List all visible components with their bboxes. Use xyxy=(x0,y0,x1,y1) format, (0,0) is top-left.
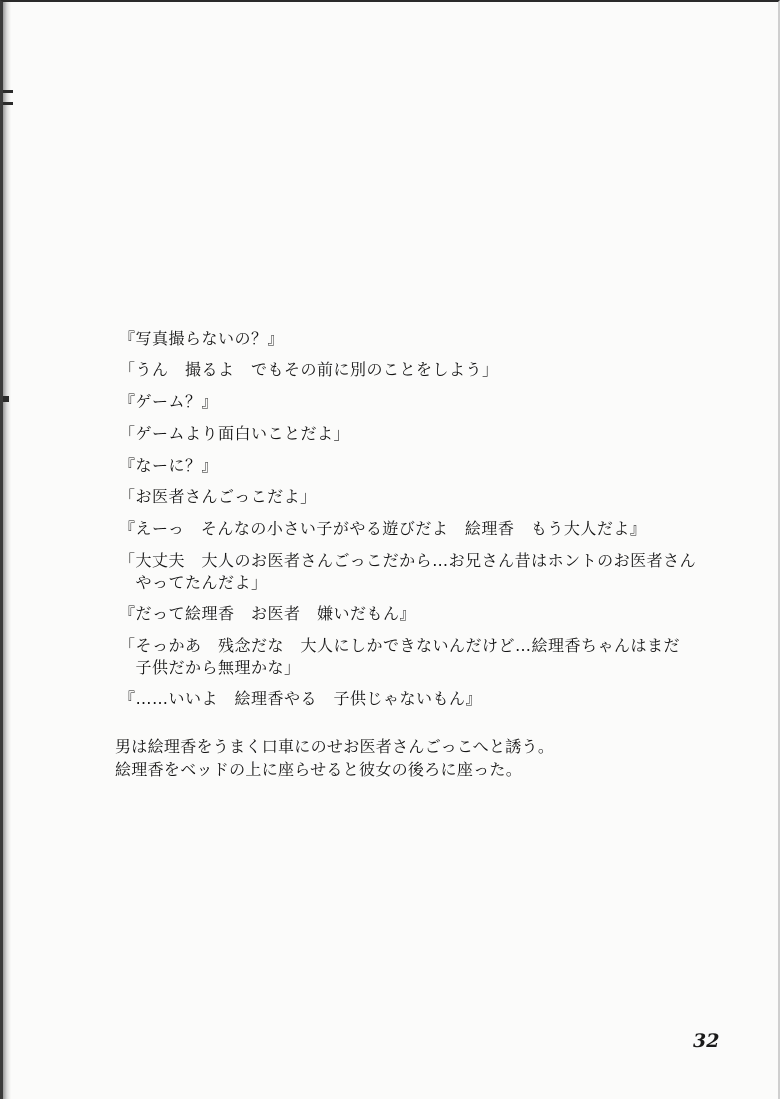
dialogue-line: 「ゲームより面白いことだよ」 xyxy=(119,424,351,443)
dialogue-line: 『えーっ そんなの小さい子がやる遊びだよ 絵理香 もう大人だよ』 xyxy=(119,519,647,538)
scan-edge-mark xyxy=(3,396,9,402)
dialogue-line-continued: やってたんだよ」 xyxy=(119,573,268,592)
dialogue-line: 『なーに？』 xyxy=(119,456,219,475)
narration-line: 絵理香をベッドの上に座らせると彼女の後ろに座った。 xyxy=(115,760,523,779)
dialogue-line: 『ゲーム？』 xyxy=(119,392,219,411)
page-number: 32 xyxy=(693,1030,720,1052)
scan-edge-mark xyxy=(3,102,13,105)
dialogue-line: 『……いいよ 絵理香やる 子供じゃないもん』 xyxy=(119,689,483,708)
dialogue-line: 「お医者さんごっこだよ」 xyxy=(119,487,317,506)
dialogue-line: 『だって絵理香 お医者 嫌いだもん』 xyxy=(119,604,417,623)
dialogue-line-continued: 子供だから無理かな」 xyxy=(119,658,301,677)
dialogue-line: 『写真撮らないの？』 xyxy=(119,329,285,348)
scan-edge-mark xyxy=(3,90,13,93)
dialogue-line: 「大丈夫 大人のお医者さんごっこだから…お兄さん昔はホントのお医者さん xyxy=(119,551,697,570)
dialogue-line: 「うん 撮るよ でもその前に別のことをしよう」 xyxy=(119,360,499,379)
scan-edge xyxy=(3,2,11,1099)
narration-line: 男は絵理香をうまく口車にのせお医者さんごっこへと誘う。 xyxy=(115,737,555,756)
dialogue-line: 「そっかあ 残念だな 大人にしかできないんだけど…絵理香ちゃんはまだ xyxy=(119,636,681,655)
